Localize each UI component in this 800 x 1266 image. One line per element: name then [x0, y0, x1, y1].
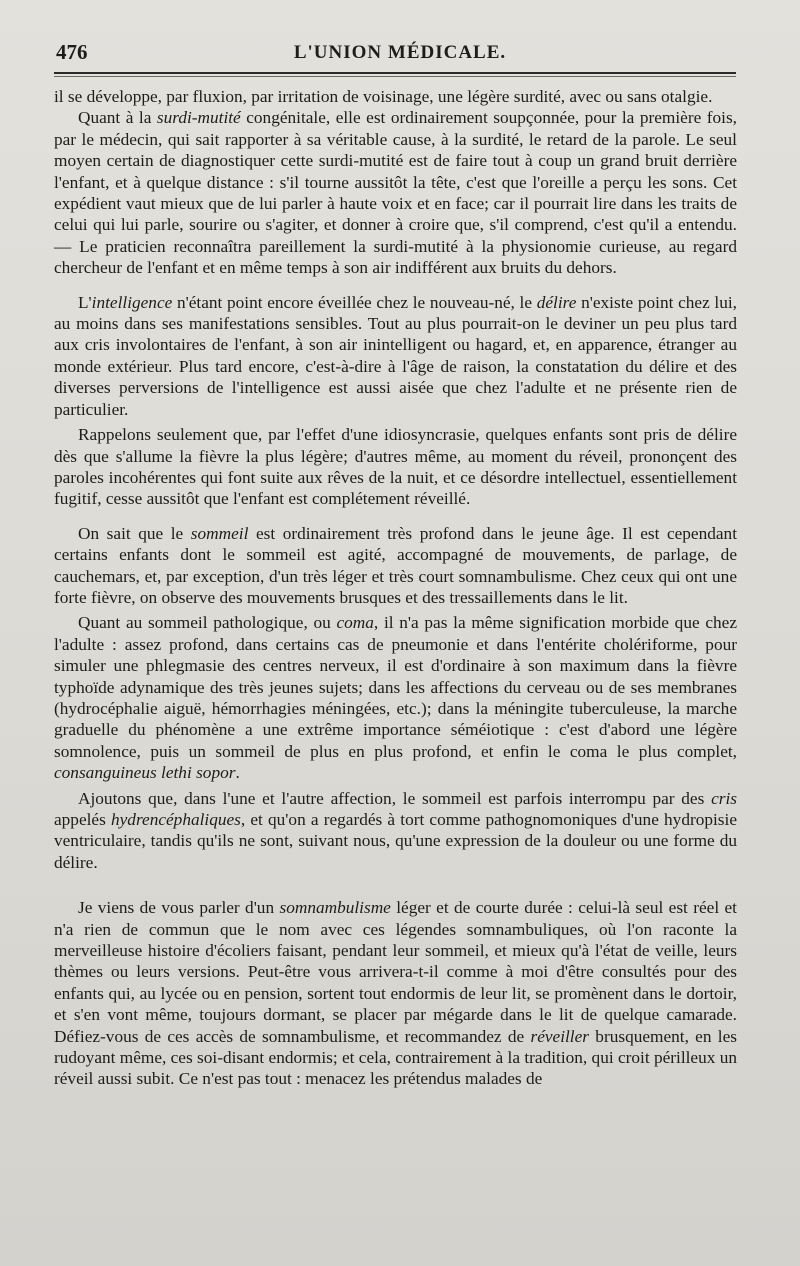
text-run: Quant à la: [78, 108, 157, 128]
text-run: Quant au sommeil pathologique, ou: [78, 613, 337, 633]
body-text: [54, 86, 737, 1090]
paragraph-p1: [54, 86, 737, 107]
italic-term: somnambulisme: [279, 898, 391, 918]
italic-term: réveiller: [530, 1026, 590, 1046]
italic-term: délire: [536, 292, 577, 312]
italic-term: hydrencéphaliques: [111, 810, 241, 829]
italic-term: sommeil: [190, 523, 249, 543]
text-run: il se développe, par fluxion, par irritation de voisinage, une légère surdité, avec ou sans otalgie.: [54, 87, 713, 106]
text-run: congénitale, elle est ordinairement soupçonnée, pour la première fois, par le médecin, qui sait rapporter à sa véritable cause, à la surdité, le retard de la parole. Le seul moyen certain de diagnostiquer cette surdi-mutité est de faire tout à coup un grand bruit derrière l'enfant, et à quelque distance : s'il tourne aussitôt la tête, c'est que l'oreille a perçu les sons. Cet expédient vaut mieux que de lui parler à haute voix et en face; car il pourrait lire dans les traits de celui qui lui parle, sourire ou s'agiter, et donner à croire que, s'il comprend, c'est qu'il a entendu. — Le praticien reconnaîtra pareillement la surdi-mutité à la physionomie curieuse, au regard chercheur de l'enfant et en même temps à son air indifférent aux bruits du dehors.: [54, 108, 737, 278]
text-run: n'étant point encore éveillée chez le nouveau-né, le: [172, 292, 537, 312]
paragraph-p7: [54, 788, 737, 874]
header-rule-thin: [54, 76, 736, 77]
paragraph-p4: [54, 424, 737, 510]
text-run: est ordinairement très profond dans le jeune âge. Il est cependant certains enfants dont le sommeil est agité, accompagné de mouvements, de parlage, de cauchemars, et, par exception, d'un très léger et très court somnambulisme. Chez ceux qui ont une forte fièvre, on observe des mouvements brusques et des tressaillements dans le lit.: [54, 523, 737, 607]
paragraph-p8: [54, 897, 737, 1090]
text-run: Je viens de vous parler d'un: [78, 898, 280, 918]
text-run: brusquement, en les rudoyant même, ces soi-disant endormis; et cela, contrairement à la tradition, qui croit périlleux un réveil aussi subit. Ce n'est pas tout : menacez les prétendus malades de: [54, 1026, 737, 1089]
text-run: L': [78, 292, 92, 312]
italic-term: surdi-mutité: [156, 108, 241, 128]
paragraph-p3: [54, 292, 737, 420]
text-run: On sait que le: [78, 523, 191, 543]
text-run: .: [235, 763, 240, 783]
text-run: Rappelons seulement que, par l'effet d'une idiosyncrasie, quelques enfants sont pris de délire dès que s'allume la fièvre la plus légère; d'autres même, au moment du réveil, prononçent des paroles incohérentes qui font suite aux rêves de la nuit, et ce désordre intellectuel, essentiellement fugitif, cesse aussitôt que l'enfant est complétement réveillé.: [54, 425, 737, 509]
text-run: , il n'a pas la même signification morbide que chez l'adulte : assez profond, dans certains cas de pneumonie et dans l'entérite cholériforme, pour simuler une phlegmasie des centres nerveux, il est d'ordinaire à son maximum dans la fièvre typhoïde adynamique des très jeunes sujets; dans les affections du cerveau ou de ses membranes (hydrocéphalie aiguë, hémorrhagies méningées, etc.); dans la méningite tuberculeuse, la marche graduelle du phénomène a une extrême importance séméiotique : c'est d'abord une légère somnolence, puis un sommeil de plus en plus profond, et enfin le coma le plus complet,: [54, 613, 737, 761]
journal-title: L'UNION MÉDICALE.: [293, 42, 507, 63]
italic-term: intelligence: [91, 292, 173, 312]
text-run: Ajoutons que, dans l'une et l'autre affection, le sommeil est parfois interrompu par des: [78, 788, 712, 808]
text-run: appelés: [54, 810, 111, 829]
running-head: [56, 36, 744, 68]
italic-term: cris: [711, 788, 737, 808]
text-run: léger et de courte durée : celui-là seul est réel et n'a rien de commun que le nom avec ces légendes somnambuliques, où l'on raconte la merveilleuse histoire d'écoliers faisant, pendant leur sommeil, et mieux qu'à l'état de veille, leurs thèmes ou leurs versions. Peut-être vous arrivera-t-il comme à moi d'être consultés pour des enfants qui, au lycée ou en pension, sortent tout endormis de leur lit, se promènent dans le dortoir, et s'en vont même, toujours dormant, se placer par mégarde dans le lit de quelque camarade. Défiez-vous de ces accès de somnambulisme, et recommandez de: [54, 898, 737, 1046]
header-rule: [54, 72, 736, 74]
italic-term: coma: [336, 613, 374, 633]
italic-term: consanguineus lethi sopor: [54, 763, 236, 783]
page-number: 476: [56, 40, 88, 64]
paragraph-p2: [54, 107, 737, 278]
text-run: n'existe point chez lui, au moins dans ses manifestations sensibles. Tout au plus pourrait-on le deviner un peu plus tard aux cris involontaires de l'enfant, à son air inintelligent ou hagard, et, en apparence, étranger au monde extérieur. Plus tard encore, c'est-à-dire à l'âge de raison, la constatation du délire et des diverses perversions de l'intelligence est aussi aisée que chez l'adulte et ne présente rien de particulier.: [54, 292, 737, 419]
text-run: , et qu'on a regardés à tort comme pathognomoniques d'une hydropisie ventriculaire, tandis qu'ils ne sont, suivant nous, qu'une expression de la douleur ou une forme du délire.: [54, 810, 737, 872]
paragraph-p5: [54, 523, 737, 609]
paragraph-p6: [54, 612, 737, 783]
